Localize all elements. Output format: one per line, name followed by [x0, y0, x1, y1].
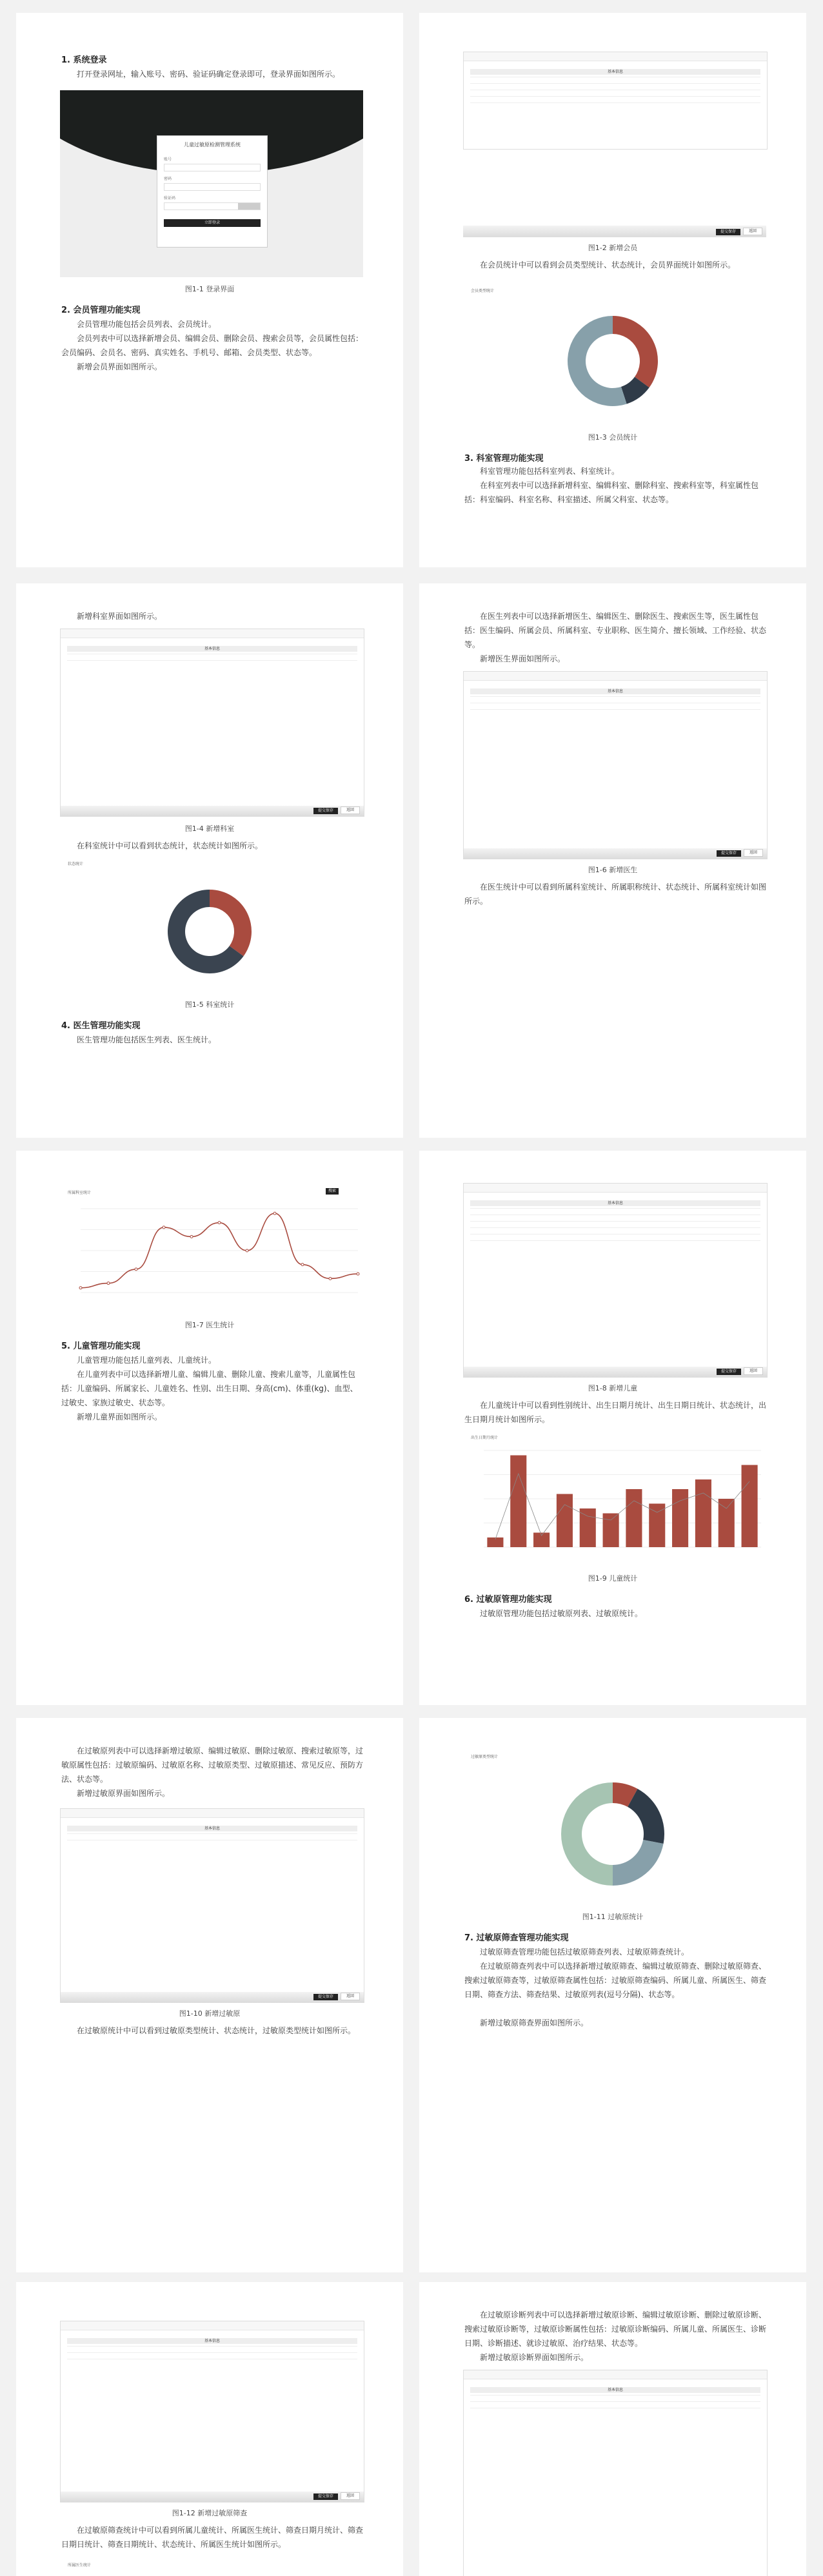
add-dept-screenshot: [60, 629, 364, 817]
form-title: 基本信息: [470, 688, 760, 694]
line-point: [79, 1287, 82, 1289]
doc-page-3: [16, 583, 403, 1138]
form-row[interactable]: [470, 1240, 760, 1247]
save-button[interactable]: 提交保存: [716, 229, 740, 235]
form-footer: [61, 1992, 364, 2002]
captcha-image[interactable]: [238, 203, 260, 210]
paragraph: 过敏原筛查管理功能包括过敏原筛查列表、过敏原筛查统计。: [480, 1947, 689, 1956]
paragraph: 新增过敏原诊断界面如图所示。: [480, 2353, 589, 2362]
form-row[interactable]: [470, 2395, 760, 2401]
line-point: [301, 1264, 304, 1266]
section-heading: 5. 儿童管理功能实现: [61, 1342, 141, 1351]
paragraph: 会员列表中可以选择新增会员、编辑会员、删除会员、搜索会员等，会员属性包括：会员编码、会员名、密码、真实姓名、手机号、邮箱、会员类型、状态等。: [61, 334, 364, 357]
paragraph: 在会员统计中可以看到会员类型统计、状态统计，会员界面统计如图所示。: [480, 260, 736, 269]
paragraph: 儿童管理功能包括儿童列表、儿童统计。: [77, 1356, 217, 1365]
stat-label: 所属医生统计: [68, 2563, 92, 2568]
bar: [626, 1489, 642, 1547]
stat-label: 会员类型统计: [471, 289, 495, 293]
form-row[interactable]: [67, 2352, 357, 2359]
form-title: 基本信息: [67, 1826, 357, 1831]
figure-caption: 图1-10 新增过敏原: [179, 2009, 241, 2018]
captcha-label: 验证码: [164, 196, 176, 200]
bar: [672, 1489, 688, 1547]
bar: [557, 1494, 573, 1548]
back-button[interactable]: 返回: [341, 806, 360, 814]
stat-label: 状态统计: [68, 862, 84, 866]
form-row[interactable]: [470, 703, 760, 709]
line-point: [218, 1222, 221, 1224]
save-button[interactable]: 提交保存: [717, 850, 741, 857]
line-point: [357, 1273, 359, 1275]
doc-page-1: [16, 13, 403, 567]
figure-caption: 图1-2 新增会员: [588, 244, 638, 252]
paragraph: 在医生列表中可以选择新增医生、编辑医生、删除医生、搜索医生等，医生属性包括：医生编码、所属会员、所属科室、专业职称、医生简介、擅长领域、工作经验、状态等。: [464, 612, 767, 649]
bar: [719, 1499, 735, 1547]
form-row[interactable]: [67, 1833, 357, 1840]
form-title: 基本信息: [67, 646, 357, 652]
editor-area[interactable]: [67, 2359, 357, 2379]
form-row[interactable]: [67, 2346, 357, 2352]
paragraph: 新增医生界面如图所示。: [480, 654, 566, 663]
figure-caption: 图1-12 新增过敏原筛查: [172, 2509, 248, 2517]
member-pie-chart: [535, 297, 690, 425]
doctor-line-chart: [61, 1202, 364, 1312]
pie-slice: [613, 1840, 664, 1886]
paragraph: 在医生统计中可以看到所属科室统计、所属职称统计、状态统计、所属科室统计如图所示。: [464, 883, 767, 906]
pie-slice: [210, 890, 252, 956]
form-row[interactable]: [67, 654, 357, 660]
bar: [580, 1508, 596, 1547]
window-bar: [464, 672, 767, 681]
login-screenshot: [60, 90, 363, 277]
form-title: 基本信息: [470, 1200, 760, 1206]
paragraph: 在过敏原筛查统计中可以看到所属儿童统计、所属医生统计、筛查日期月统计、筛查日期日统计、筛查日期统计、状态统计、所属医生统计如图所示。: [61, 2526, 364, 2549]
pie-slice: [613, 316, 658, 387]
form-title: 基本信息: [470, 2387, 760, 2393]
back-button[interactable]: 返回: [341, 1993, 360, 2000]
form-row[interactable]: [470, 1215, 760, 1221]
paragraph: 在过敏原统计中可以看到过敏原类型统计、状态统计，过敏原类型统计如图所示。: [77, 2026, 356, 2035]
paragraph: 在儿童统计中可以看到性别统计、出生日期月统计、出生日期日统计、状态统计，出生日期月统计如图所示。: [464, 1401, 767, 1424]
doc-page-5: [16, 1151, 403, 1705]
form-row[interactable]: [470, 1227, 760, 1234]
paragraph: 在儿童列表中可以选择新增儿童、编辑儿童、删除儿童、搜索儿童等，儿童属性包括：儿童编码、所属家长、儿童姓名、性别、出生日期、身高(cm)、体重(kg)、血型、过敏史、家族过敏史、状态等。: [61, 1370, 358, 1407]
stat-label: 出生日期月统计: [471, 1436, 499, 1440]
form-row[interactable]: [470, 90, 760, 96]
login-panel: [157, 135, 268, 248]
bar: [510, 1456, 526, 1548]
figure-caption: 图1-3 会员统计: [588, 433, 638, 442]
doc-page-7: [16, 1718, 403, 2272]
doc-page-6: [419, 1151, 806, 1705]
section-heading: 7. 过敏原筛查管理功能实现: [464, 1933, 569, 1943]
window-bar: [61, 1809, 364, 1818]
form-footer: [464, 848, 767, 859]
form-row[interactable]: [470, 2401, 760, 2408]
doc-page-2: [419, 13, 806, 567]
figure-caption: 图1-7 医生统计: [184, 1321, 235, 1329]
paragraph: 过敏原管理功能包括过敏原列表、过敏原统计。: [480, 1609, 643, 1618]
paragraph: 会员管理功能包括会员列表、会员统计。: [77, 320, 217, 329]
add-doctor-screenshot: [463, 671, 768, 859]
doc-page-10: [419, 2282, 806, 2576]
line-point: [246, 1249, 248, 1252]
back-button[interactable]: 返回: [744, 849, 763, 857]
doc-page-4: [419, 583, 806, 1138]
paragraph: 在科室列表中可以选择新增科室、编辑科室、删除科室、搜索科室等，科室属性包括：科室编码、科室名称、科室描述、所属父科室、状态等。: [464, 481, 759, 504]
stat-label: 所属科室统计: [68, 1191, 92, 1195]
paragraph: 新增会员界面如图所示。: [77, 362, 163, 371]
form-row[interactable]: [470, 77, 760, 83]
line-point: [107, 1282, 110, 1285]
back-button[interactable]: 返回: [743, 228, 762, 235]
add-screening-screenshot: [60, 2321, 364, 2503]
window-bar: [464, 52, 767, 61]
form-row[interactable]: [470, 96, 760, 102]
form-footer: [61, 2492, 364, 2502]
add-allergen-screenshot: [60, 1808, 364, 2003]
paragraph: 新增科室界面如图所示。: [77, 612, 163, 621]
form-row[interactable]: [470, 1234, 760, 1240]
save-button[interactable]: 提交保存: [313, 808, 338, 814]
window-bar: [464, 1184, 767, 1193]
add-member-screenshot: [463, 52, 768, 150]
paragraph: 科室管理功能包括科室列表、科室统计。: [480, 467, 620, 476]
trend-line: [495, 1474, 749, 1539]
editor-area[interactable]: [470, 709, 760, 729]
window-bar: [464, 2370, 767, 2379]
captcha-input[interactable]: [164, 202, 261, 210]
figure-caption: 图1-11 过敏原统计: [582, 1913, 644, 1921]
bar: [603, 1514, 619, 1548]
form-row[interactable]: [470, 83, 760, 90]
line-point: [135, 1268, 137, 1271]
paragraph: 新增过敏原界面如图所示。: [77, 1789, 170, 1798]
add-diagnosis-screenshot: [463, 2370, 768, 2576]
pie-slice: [561, 1782, 613, 1886]
figure-caption: 图1-1 登录界面: [184, 285, 235, 293]
stat-label: 过敏原类型统计: [471, 1755, 499, 1759]
password-input[interactable]: [164, 183, 261, 191]
form-row[interactable]: [470, 1208, 760, 1215]
window-bar: [61, 2321, 364, 2330]
paragraph: 打开登录网址，输入账号、密码、验证码确定登录即可，登录界面如图所示。: [77, 70, 341, 79]
password-label: 密码: [164, 177, 172, 181]
figure-caption: 图1-9 儿童统计: [588, 1574, 638, 1583]
section-heading: 4. 医生管理功能实现: [61, 1021, 141, 1031]
section-heading: 3. 科室管理功能实现: [464, 454, 544, 463]
doc-page-8: [419, 1718, 806, 2272]
editor-area[interactable]: [470, 2408, 760, 2428]
form-title: 基本信息: [67, 2338, 357, 2344]
paragraph: 在过敏原列表中可以选择新增过敏原、编辑过敏原、删除过敏原、搜索过敏原等，过敏原属性包括：过敏原编码、过敏原名称、过敏原类型、过敏原描述、常见反应、预防方法、状态等。: [61, 1746, 364, 1784]
child-bar-chart: [464, 1444, 768, 1566]
section-heading: 1. 系统登录: [61, 55, 107, 65]
figure-caption: 图1-4 新增科室: [184, 825, 235, 833]
save-button[interactable]: 提交保存: [717, 1369, 741, 1375]
form-row[interactable]: [470, 1221, 760, 1227]
paragraph: 新增儿童界面如图所示。: [77, 1412, 163, 1421]
dept-pie-chart: [132, 870, 287, 993]
figure-caption: 图1-6 新增医生: [588, 866, 638, 874]
allergen-pie-chart: [522, 1763, 703, 1905]
section-heading: 6. 过敏原管理功能实现: [464, 1595, 552, 1605]
username-label: 账号: [164, 157, 172, 162]
form-row[interactable]: [470, 102, 760, 109]
doc-page-9: [16, 2282, 403, 2576]
form-footer: [464, 1367, 767, 1377]
paragraph: 医生管理功能包括医生列表、医生统计。: [77, 1035, 217, 1044]
bar: [742, 1465, 758, 1548]
bar: [649, 1504, 665, 1548]
figure-caption: 图1-8 新增儿童: [588, 1384, 638, 1392]
back-button[interactable]: 返回: [341, 2492, 360, 2500]
add-child-screenshot: [463, 1183, 768, 1378]
login-title: 儿童过敏原检测管理系统: [184, 142, 241, 148]
editor-area[interactable]: [67, 1840, 357, 1860]
figure-caption: 图1-5 科室统计: [184, 1000, 235, 1009]
paragraph: 在科室统计中可以看到状态统计，状态统计如图所示。: [77, 841, 263, 850]
form-title: 基本信息: [470, 69, 760, 75]
save-button[interactable]: 提交保存: [313, 1994, 338, 2000]
search-button[interactable]: 搜索: [326, 1188, 339, 1195]
save-button[interactable]: 提交保存: [313, 2493, 338, 2500]
window-bar: [61, 629, 364, 638]
username-input[interactable]: [164, 164, 261, 171]
pie-slice: [628, 1789, 664, 1844]
line-point: [273, 1212, 276, 1215]
bar: [695, 1479, 711, 1547]
back-button[interactable]: 返回: [744, 1367, 763, 1375]
line-point: [163, 1226, 165, 1229]
section-heading: 2. 会员管理功能实现: [61, 306, 141, 315]
editor-area[interactable]: [67, 660, 357, 680]
login-button[interactable]: 立即登录: [164, 219, 261, 227]
form-footer: [61, 806, 364, 816]
paragraph: 在过敏原筛查列表中可以选择新增过敏原筛查、编辑过敏原筛查、删除过敏原筛查、搜索过敏原筛查等，过敏原筛查属性包括：过敏原筛查编码、所属儿童、所属医生、筛查日期、筛查方法、筛查结果、过敏原列表(逗号分隔)、状态等。: [464, 1962, 767, 1999]
paragraph: 新增过敏原筛查界面如图所示。: [480, 2018, 589, 2027]
line-point: [329, 1277, 332, 1280]
form-row[interactable]: [470, 696, 760, 703]
line-point: [190, 1235, 193, 1238]
paragraph: 在过敏原诊断列表中可以选择新增过敏原诊断、编辑过敏原诊断、删除过敏原诊断、搜索过敏原诊断等，过敏原诊断属性包括：过敏原诊断编码、所属儿童、所属医生、诊断日期、诊断描述、就诊过敏原、治疗结果、状态等。: [464, 2310, 767, 2348]
form-footer: [463, 226, 766, 237]
